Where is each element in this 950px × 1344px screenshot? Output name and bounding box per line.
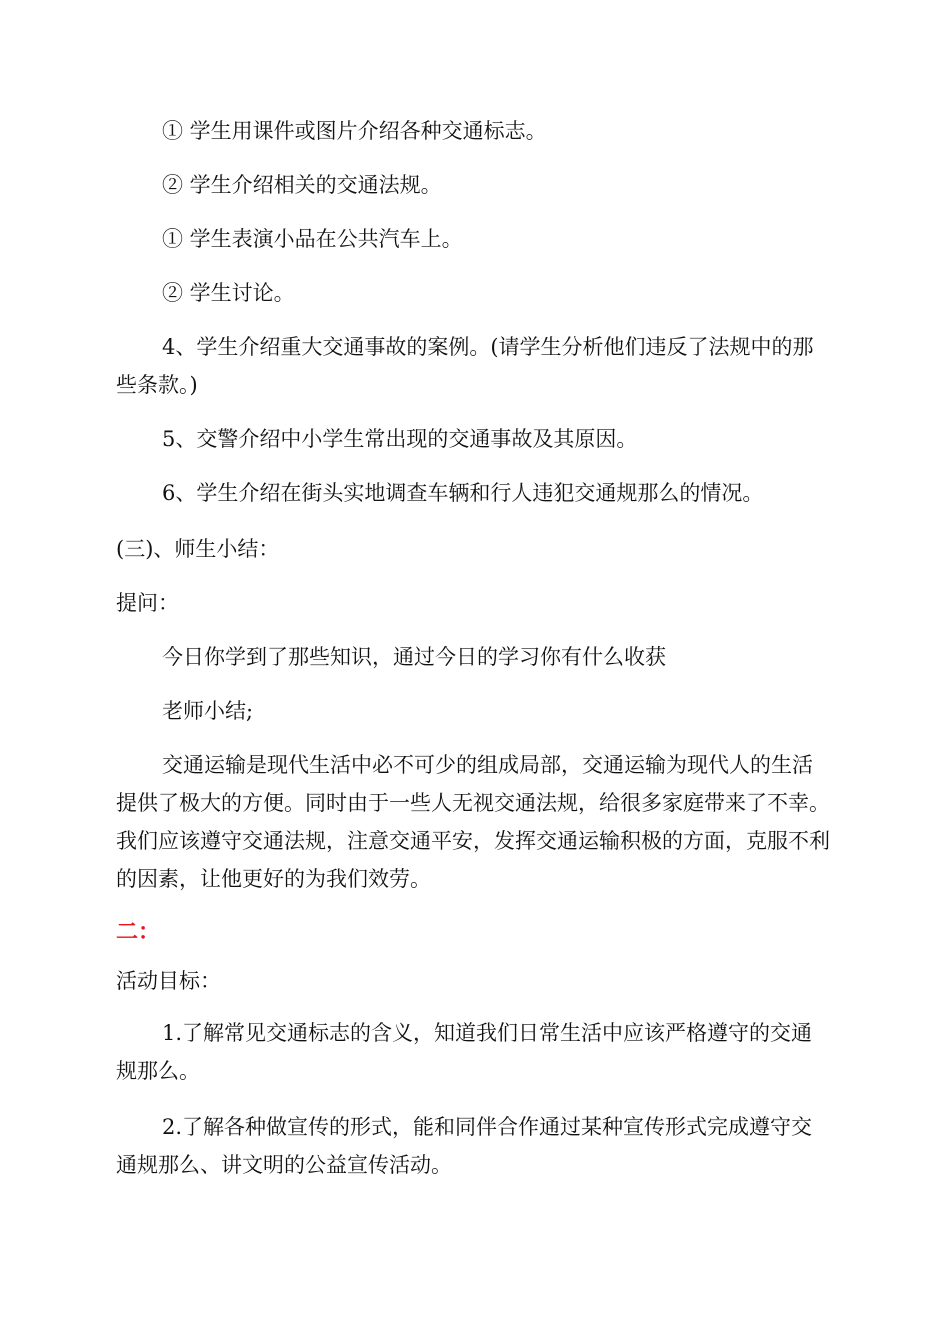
activity-goals-label: 活动目标： — [116, 969, 221, 993]
step-1-skit: ① 学生表演小品在公共汽车上。 — [162, 227, 463, 251]
question-label: 提问： — [116, 591, 179, 615]
step-2-regulations: ② 学生介绍相关的交通法规。 — [162, 173, 442, 197]
goal-2: 2.了解各种做宣传的形式，能和同伴合作通过某种宣传形式完成遵守交通规那么、讲文明的公益宣传活动。 — [116, 1115, 813, 1177]
item-4-accident-cases: 4、学生介绍重大交通事故的案例。(请学生分析他们违反了法规中的那些条款。) — [116, 335, 814, 397]
item-6-street-survey: 6、学生介绍在街头实地调查车辆和行人违犯交通规那么的情况。 — [162, 481, 764, 505]
step-2-discussion: ② 学生讨论。 — [162, 281, 295, 305]
question-text: 今日你学到了那些知识，通过今日的学习你有什么收获 — [162, 645, 666, 669]
teacher-summary-label: 老师小结; — [162, 699, 254, 723]
item-5-police-intro: 5、交警介绍中小学生常出现的交通事故及其原因。 — [162, 427, 638, 451]
section-summary-heading: (三)、师生小结： — [116, 537, 280, 561]
step-1-signs: ① 学生用课件或图片介绍各种交通标志。 — [162, 119, 547, 143]
goal-1: 1.了解常见交通标志的含义，知道我们日常生活中应该严格遵守的交通规那么。 — [116, 1021, 813, 1083]
teacher-summary-paragraph: 交通运输是现代生活中必不可少的组成局部，交通运输为现代人的生活提供了极大的方便。同时由于一些人无视交通法规，给很多家庭带来了不幸。我们应该遵守交通法规，注意交通平安，发挥交通运输积极的方面，克服不利的因素，让他更好的为我们效劳。 — [116, 753, 830, 891]
section-two-heading: 二： — [116, 920, 161, 945]
